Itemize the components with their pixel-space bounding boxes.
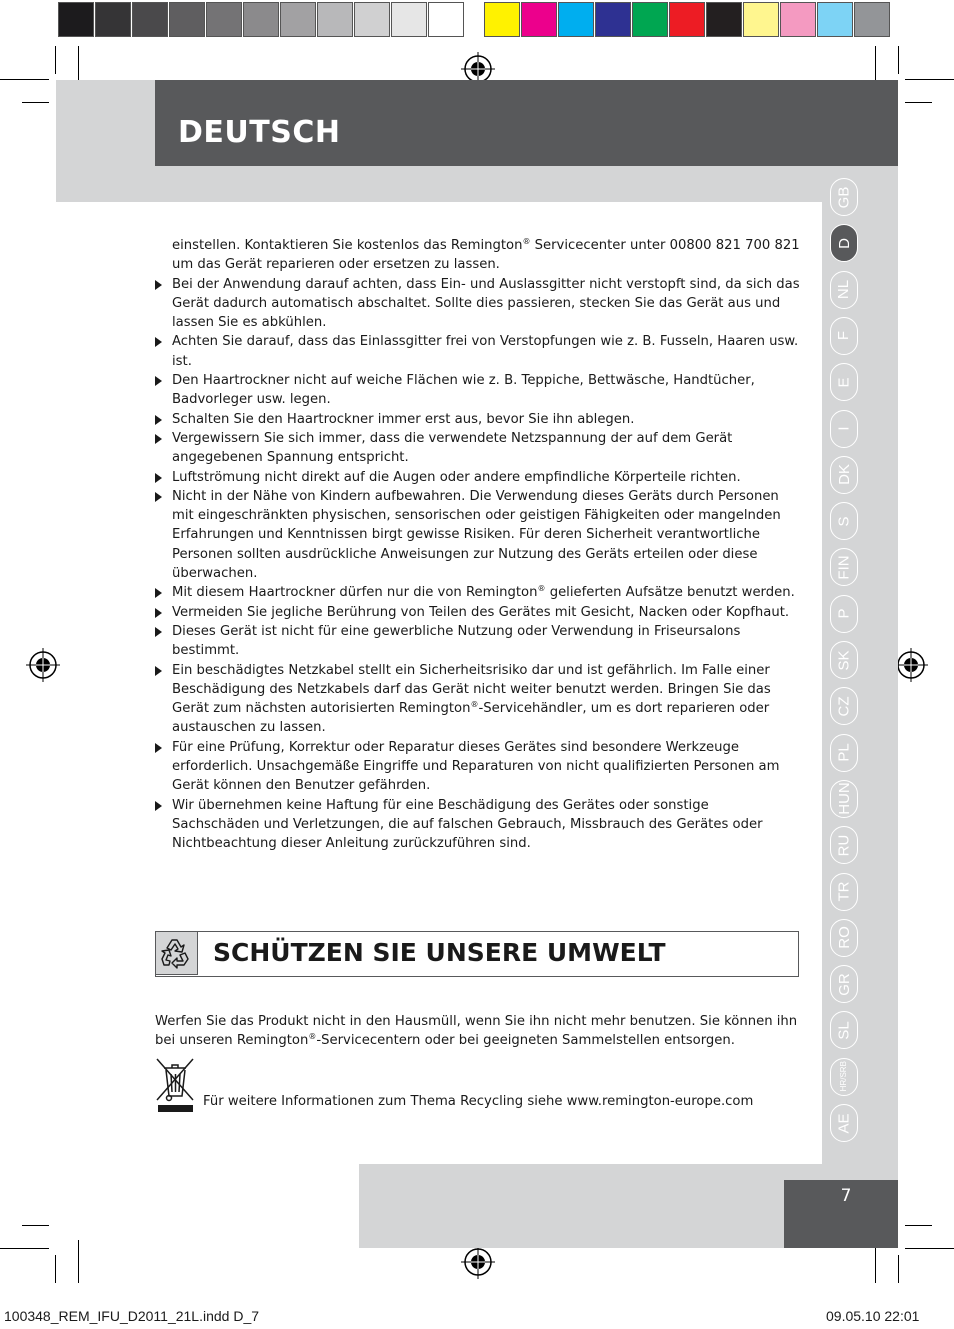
color-swatch [317, 2, 353, 37]
color-swatch [391, 2, 427, 37]
bullet-arrow-icon [155, 376, 162, 386]
language-code: HR/SRB [838, 1061, 848, 1092]
color-swatch [58, 2, 94, 37]
color-swatch [743, 2, 779, 37]
language-code: GR [835, 972, 853, 996]
language-tab[interactable] [830, 965, 858, 1003]
print-datetime: 09.05.10 22:01 [826, 1308, 920, 1324]
section-title: SCHÜTZEN SIE UNSERE UMWELT [213, 938, 666, 967]
color-swatch [558, 2, 594, 37]
bullet-arrow-icon [155, 473, 162, 483]
safety-instructions [155, 236, 800, 854]
language-tab[interactable] [830, 1058, 858, 1096]
bullet-item: Wir übernehmen keine Haftung für eine Beschädigung des Gerätes oder sonstige Sachschäden und Verletzungen, die auf falschen Gebrauch, Missbrauch des Gerätes oder Nichtbeachtung dieser Anleitung zurückzuführen sind. [155, 796, 800, 854]
language-tab[interactable] [830, 410, 858, 448]
disposal-paragraph: Werfen Sie das Produkt nicht in den Hausmüll, wenn Sie ihn nicht mehr benutzen. Sie können ihn bei unseren Remington®-Servicecentern oder bei geeigneten Sammelstellen entsorgen. [155, 1014, 798, 1049]
bullet-arrow-icon [155, 588, 162, 598]
crop-mark [898, 46, 899, 74]
language-tab[interactable] [830, 317, 858, 355]
bullet-item: Mit diesem Haartrockner dürfen nur die von Remington® gelieferten Aufsätze benutzt werden. [155, 583, 800, 602]
language-code: GB [835, 186, 853, 208]
color-swatch [354, 2, 390, 37]
color-swatch [206, 2, 242, 37]
color-swatch [706, 2, 742, 37]
color-swatch [243, 2, 279, 37]
crop-mark [78, 1240, 79, 1283]
color-swatch [521, 2, 557, 37]
crop-mark [0, 79, 49, 80]
crop-mark [898, 1255, 899, 1283]
language-code: RU [835, 834, 853, 857]
language-tab[interactable] [830, 178, 858, 216]
page-title: DEUTSCH [178, 115, 341, 150]
language-code: HUN [835, 782, 853, 816]
bullet-item: Den Haartrockner nicht auf weiche Flächen wie z. B. Teppiche, Bettwäsche, Handtücher, Badvorleger usw. legen. [155, 371, 800, 410]
recycle-icon [156, 932, 197, 974]
bullet-arrow-icon [155, 434, 162, 444]
language-code: NL [835, 280, 853, 300]
language-tab[interactable] [830, 1104, 858, 1142]
language-tab[interactable] [830, 641, 858, 679]
registration-mark-left [26, 648, 60, 682]
language-code: P [835, 608, 853, 619]
language-tab[interactable] [830, 271, 858, 309]
crop-mark [55, 46, 56, 74]
language-code: SK [835, 649, 853, 671]
language-code: SL [835, 1021, 853, 1040]
color-swatch [280, 2, 316, 37]
crop-mark [55, 1255, 56, 1283]
bullet-arrow-icon [155, 743, 162, 753]
color-swatch [484, 2, 520, 37]
crop-mark [22, 102, 49, 103]
crop-mark [22, 1225, 49, 1226]
bullet-item: Vermeiden Sie jegliche Berührung von Teilen des Gerätes mit Gesicht, Nacken oder Kopfhaut. [155, 603, 800, 622]
language-code: I [835, 426, 853, 431]
language-tab[interactable] [830, 780, 858, 818]
language-tab[interactable] [830, 224, 858, 262]
color-calibration-bar [484, 2, 891, 39]
language-code: RO [835, 926, 853, 950]
bullet-item: Vergewissern Sie sich immer, dass die verwendete Netzspannung der auf dem Gerät angegebenen Spannung entspricht. [155, 429, 800, 468]
language-code: S [835, 516, 853, 527]
language-tab[interactable] [830, 687, 858, 725]
registration-mark-bottom [461, 1245, 495, 1279]
bullet-arrow-icon [155, 666, 162, 676]
bullet-item: Für eine Prüfung, Korrektur oder Reparatur dieses Gerätes sind besondere Werkzeuge erforderlich. Unsachgemäße Eingriffe und Reparaturen von nicht qualifizierten Personen am Gerät können den Benutzer gefährden. [155, 738, 800, 796]
bullet-item: Schalten Sie den Haartrockner immer erst aus, bevor Sie ihn ablegen. [155, 410, 800, 429]
bullet-list [155, 275, 800, 854]
bullet-item: Bei der Anwendung darauf achten, dass Ein- und Auslassgitter nicht verstopft sind, da sich das Gerät dadurch automatisch abschaltet. Sollte dies passieren, stecken Sie das Gerät aus und lassen Sie es abkühlen. [155, 275, 800, 333]
bullet-item: Ein beschädigtes Netzkabel stellt ein Sicherheitsrisiko dar und ist gefährlich. Im Falle einer Beschädigung des Netzkabels darf das Gerät nicht weiter benutzt werden. Bringen Sie das Gerät zum nächsten autorisierten Remington®-Servicehändler, um es dort reparieren oder austauschen zu lassen. [155, 661, 800, 738]
bullet-arrow-icon [155, 608, 162, 618]
bullet-arrow-icon [155, 492, 162, 502]
color-swatch [169, 2, 205, 37]
language-tab[interactable] [830, 363, 858, 401]
bullet-arrow-icon [155, 415, 162, 425]
registration-mark-right [894, 648, 928, 682]
language-tab[interactable] [830, 502, 858, 540]
bullet-arrow-icon [155, 801, 162, 811]
bullet-item: Nicht in der Nähe von Kindern aufbewahren. Die Verwendung dieses Geräts durch Personen mit eingeschränkten physischen, sensorischen oder geistigen Fähigkeiten oder mangelnden Erfahrungen und Kenntnissen birgt gewisse Risiken. Für deren Sicherheit verantwortliche Personen sollten ausdrückliche Anweisungen zur Nutzung des Geräts erteilen oder diese überwachen. [155, 487, 800, 583]
crop-mark [905, 1225, 932, 1226]
color-swatch [780, 2, 816, 37]
continued-text: einstellen. Kontaktieren Sie kostenlos das Remington® Servicecenter unter 00800 821 700 821 um das Gerät reparieren oder ersetzen zu lassen. [172, 237, 800, 273]
recycling-info: Für weitere Informationen zum Thema Recycling siehe www.remington-europe.com [203, 1094, 754, 1109]
bullet-arrow-icon [155, 337, 162, 347]
language-tab[interactable] [830, 873, 858, 911]
bullet-item: Luftströmung nicht direkt auf die Augen oder andere empfindliche Körperteile richten. [155, 468, 800, 487]
language-tab[interactable] [830, 734, 858, 772]
color-swatch [817, 2, 853, 37]
language-tab[interactable] [830, 826, 858, 864]
language-code: FIN [835, 555, 853, 580]
color-swatch [632, 2, 668, 37]
bullet-arrow-icon [155, 627, 162, 637]
grey-calibration-bar [58, 2, 465, 39]
language-code: F [835, 331, 853, 341]
color-swatch [95, 2, 131, 37]
language-code: DK [835, 464, 853, 486]
language-code: PL [835, 743, 853, 762]
language-tab[interactable] [830, 548, 858, 586]
crop-mark [905, 79, 954, 80]
color-swatch [669, 2, 705, 37]
language-code: TR [835, 881, 853, 902]
recycle-icon-box [155, 931, 198, 975]
language-code: E [835, 377, 853, 388]
color-swatch [854, 2, 890, 37]
color-swatch [132, 2, 168, 37]
color-swatch [428, 2, 464, 37]
language-code: D [835, 237, 853, 249]
crop-mark [0, 1248, 49, 1249]
language-tab[interactable] [830, 456, 858, 494]
crossed-bin-icon [154, 1056, 196, 1116]
language-code: AE [835, 1112, 853, 1134]
page-number: 7 [840, 1186, 852, 1206]
bullet-item: Achten Sie darauf, dass das Einlassgitter frei von Verstopfungen wie z. B. Fusseln, Haaren usw. ist. [155, 332, 800, 371]
bullet-item: Dieses Gerät ist nicht für eine gewerbliche Nutzung oder Verwendung in Friseursalons bestimmt. [155, 622, 800, 661]
crop-mark [905, 102, 932, 103]
language-tab[interactable] [830, 919, 858, 957]
language-tab[interactable] [830, 595, 858, 633]
color-swatch [595, 2, 631, 37]
print-file-slug: 100348_REM_IFU_D2011_21L.indd D_7 [4, 1308, 260, 1324]
crop-mark [905, 1248, 954, 1249]
bullet-arrow-icon [155, 280, 162, 290]
language-code: CZ [835, 696, 853, 717]
language-tab[interactable] [830, 1011, 858, 1049]
